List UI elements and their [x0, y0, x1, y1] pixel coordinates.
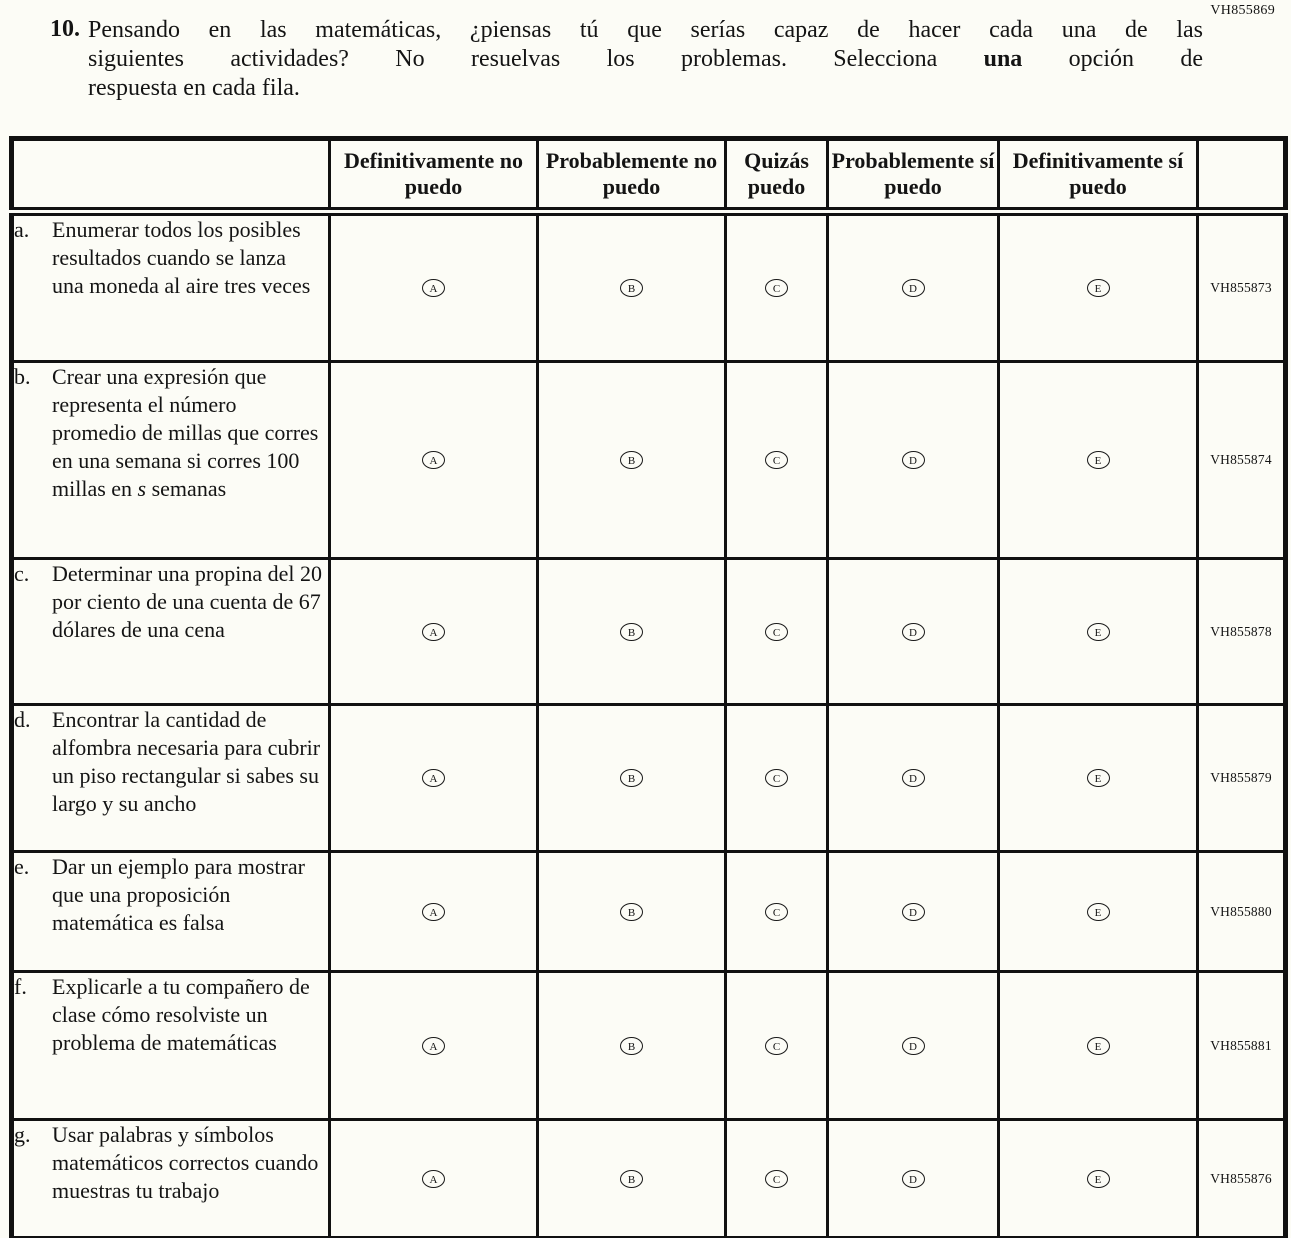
bubble-cell — [828, 1120, 999, 1238]
row-letter: a. — [14, 217, 30, 242]
question-block — [50, 16, 1233, 103]
bubble-cell — [999, 1120, 1198, 1238]
row-letter: b. — [14, 364, 31, 389]
statement-cell — [12, 705, 330, 852]
option-bubble-d[interactable]: D — [902, 1037, 925, 1055]
question-line: siguientes actividades? No resuelvas los problemas. Selecciona una opción de — [88, 46, 1203, 72]
row-letter: e. — [14, 854, 30, 879]
option-bubble-a[interactable]: A — [422, 1037, 445, 1055]
bubble-cell — [999, 705, 1198, 852]
bubble-cell — [828, 705, 999, 852]
bubble-cell — [538, 1120, 726, 1238]
option-bubble-a[interactable]: A — [422, 1170, 445, 1188]
option-bubble-c[interactable]: C — [765, 279, 788, 297]
header-definitely-cannot: Definitivamente no puedo — [330, 139, 538, 212]
option-bubble-e[interactable]: E — [1087, 451, 1110, 469]
bubble-cell — [726, 559, 828, 705]
header-definitely-can: Definitivamente sí puedo — [999, 139, 1198, 212]
header-probably-can: Probablemente sí puedo — [828, 139, 999, 212]
page-accession-code: VH855869 — [1210, 3, 1275, 18]
statement-cell — [12, 852, 330, 972]
bubble-cell — [538, 972, 726, 1120]
option-bubble-b[interactable]: B — [620, 1037, 643, 1055]
option-bubble-c[interactable]: C — [765, 903, 788, 921]
bubble-cell — [726, 212, 828, 362]
row-code: VH855881 — [1198, 972, 1286, 1120]
statement-cell — [12, 362, 330, 559]
option-bubble-b[interactable]: B — [620, 623, 643, 641]
option-bubble-d[interactable]: D — [902, 1170, 925, 1188]
header-probably-cannot: Probablemente no puedo — [538, 139, 726, 212]
option-bubble-e[interactable]: E — [1087, 1037, 1110, 1055]
bubble-cell — [726, 362, 828, 559]
option-bubble-e[interactable]: E — [1087, 279, 1110, 297]
row-letter: c. — [14, 561, 30, 586]
question-number: 10. — [50, 16, 80, 42]
option-bubble-c[interactable]: C — [765, 623, 788, 641]
bubble-cell — [828, 852, 999, 972]
row-statement: Usar palabras y símbolos matemáticos correctos cuando muestras tu trabajo — [52, 1122, 319, 1203]
row-code: VH855880 — [1198, 852, 1286, 972]
option-bubble-d[interactable]: D — [902, 769, 925, 787]
option-bubble-a[interactable]: A — [422, 903, 445, 921]
option-bubble-e[interactable]: E — [1087, 623, 1110, 641]
option-bubble-d[interactable]: D — [902, 623, 925, 641]
option-bubble-c[interactable]: C — [765, 451, 788, 469]
table-row — [12, 852, 1286, 972]
option-bubble-e[interactable]: E — [1087, 769, 1110, 787]
response-grid — [9, 136, 1288, 1238]
option-bubble-d[interactable]: D — [902, 279, 925, 297]
row-statement: Enumerar todos los posibles resultados cuando se lanza una moneda al aire tres veces — [52, 217, 311, 298]
question-line: respuesta en cada fila. — [88, 75, 300, 101]
option-bubble-c[interactable]: C — [765, 1037, 788, 1055]
option-bubble-d[interactable]: D — [902, 903, 925, 921]
bubble-cell — [330, 559, 538, 705]
table-row — [12, 972, 1286, 1120]
option-bubble-b[interactable]: B — [620, 769, 643, 787]
bubble-cell — [726, 705, 828, 852]
bubble-cell — [726, 972, 828, 1120]
statement-cell — [12, 1120, 330, 1238]
option-bubble-e[interactable]: E — [1087, 1170, 1110, 1188]
table-row — [12, 212, 1286, 362]
bubble-cell — [330, 705, 538, 852]
row-statement: Dar un ejemplo para mostrar que una proposición matemática es falsa — [52, 854, 305, 935]
option-bubble-c[interactable]: C — [765, 1170, 788, 1188]
bubble-cell — [999, 852, 1198, 972]
bubble-cell — [828, 559, 999, 705]
bubble-cell — [538, 705, 726, 852]
bubble-cell — [828, 972, 999, 1120]
option-bubble-a[interactable]: A — [422, 769, 445, 787]
row-code: VH855879 — [1198, 705, 1286, 852]
statement-cell — [12, 559, 330, 705]
bubble-cell — [330, 362, 538, 559]
bubble-cell — [330, 972, 538, 1120]
option-bubble-b[interactable]: B — [620, 279, 643, 297]
header-empty-code — [1198, 139, 1286, 212]
header-row — [12, 139, 1286, 212]
option-bubble-d[interactable]: D — [902, 451, 925, 469]
table-row — [12, 362, 1286, 559]
row-letter: g. — [14, 1122, 31, 1147]
row-code: VH855876 — [1198, 1120, 1286, 1238]
table-row — [12, 1120, 1286, 1238]
row-statement: Determinar una propina del 20 por ciento de una cuenta de 67 dólares de una cena — [52, 561, 323, 642]
statement-cell — [12, 972, 330, 1120]
bubble-cell — [999, 362, 1198, 559]
bubble-cell — [538, 212, 726, 362]
row-letter: f. — [14, 974, 27, 999]
bubble-cell — [330, 1120, 538, 1238]
option-bubble-b[interactable]: B — [620, 451, 643, 469]
table-row — [12, 705, 1286, 852]
bubble-cell — [538, 559, 726, 705]
row-code: VH855874 — [1198, 362, 1286, 559]
option-bubble-a[interactable]: A — [422, 623, 445, 641]
bubble-cell — [330, 212, 538, 362]
bubble-cell — [999, 559, 1198, 705]
row-code: VH855873 — [1198, 212, 1286, 362]
option-bubble-a[interactable]: A — [422, 451, 445, 469]
option-bubble-b[interactable]: B — [620, 903, 643, 921]
question-text — [88, 16, 1233, 103]
bubble-cell — [828, 212, 999, 362]
option-bubble-a[interactable]: A — [422, 279, 445, 297]
table-row — [12, 559, 1286, 705]
bubble-cell — [538, 362, 726, 559]
question-line: Pensando en las matemáticas, ¿piensas tú que serías capaz de hacer cada una de las — [88, 17, 1203, 43]
option-bubble-e[interactable]: E — [1087, 903, 1110, 921]
row-code: VH855878 — [1198, 559, 1286, 705]
bubble-cell — [999, 212, 1198, 362]
row-statement: Explicarle a tu compañero de clase cómo resolviste un problema de matemáticas — [52, 974, 310, 1055]
bubble-cell — [828, 362, 999, 559]
row-statement: Encontrar la cantidad de alfombra necesaria para cubrir un piso rectangular si sabes su largo y su ancho — [52, 707, 321, 816]
row-statement: Crear una expresión que representa el número promedio de millas que corres en una semana si corres 100 millas en s semanas — [52, 364, 319, 501]
bubble-cell — [330, 852, 538, 972]
statement-cell — [12, 212, 330, 362]
bubble-cell — [726, 1120, 828, 1238]
header-maybe-can: Quizás puedo — [726, 139, 828, 212]
bubble-cell — [999, 972, 1198, 1120]
bubble-cell — [538, 852, 726, 972]
header-empty-statement — [12, 139, 330, 212]
bubble-cell — [726, 852, 828, 972]
option-bubble-b[interactable]: B — [620, 1170, 643, 1188]
row-letter: d. — [14, 707, 31, 732]
option-bubble-c[interactable]: C — [765, 769, 788, 787]
